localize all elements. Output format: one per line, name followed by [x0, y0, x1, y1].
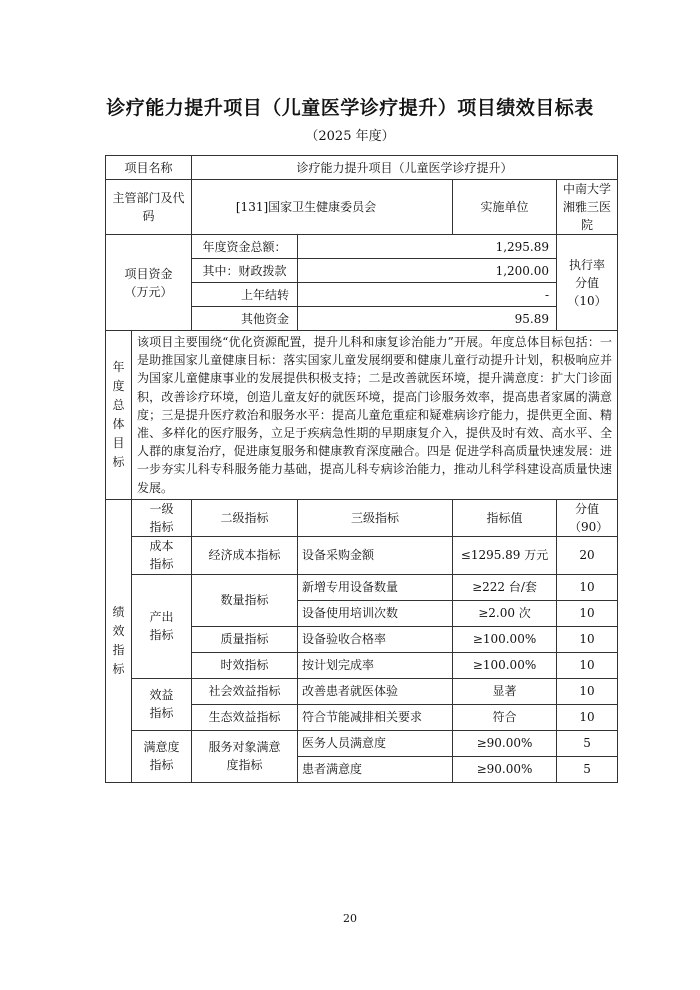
project-name-label: 项目名称 — [106, 156, 192, 180]
social-level2: 社会效益指标 — [192, 678, 298, 704]
qty2-value: ≥2.00 次 — [453, 600, 557, 626]
cost-level3: 设备采购金额 — [298, 536, 453, 574]
exec-rate-label: 执行率分值（10） — [557, 235, 618, 331]
table-row — [106, 180, 618, 235]
funds-fiscal-value: 1,200.00 — [298, 259, 557, 283]
goal-label: 年度总体目标 — [106, 331, 132, 500]
table-row — [106, 499, 618, 536]
time-value: ≥100.00% — [453, 652, 557, 678]
sat2-level3: 患者满意度 — [298, 756, 453, 782]
qty2-level3: 设备使用培训次数 — [298, 600, 453, 626]
dept-value: [131]国家卫生健康委员会 — [192, 180, 453, 235]
funds-label: 项目资金（万元） — [106, 235, 192, 331]
social-score: 10 — [557, 678, 618, 704]
funds-carry-label: 上年结转 — [192, 283, 298, 307]
benefit-level1: 效益指标 — [132, 678, 192, 730]
qty1-value: ≥222 台/套 — [453, 574, 557, 600]
project-name-value: 诊疗能力提升项目（儿童医学诊疗提升） — [192, 156, 618, 180]
sat1-value: ≥90.00% — [453, 730, 557, 756]
time-score: 10 — [557, 652, 618, 678]
satisfaction-level2: 服务对象满意度指标 — [192, 730, 298, 782]
quality-score: 10 — [557, 626, 618, 652]
quantity-level2: 数量指标 — [192, 574, 298, 626]
sat2-value: ≥90.00% — [453, 756, 557, 782]
header-score: 分值（90） — [557, 499, 618, 536]
dept-label: 主管部门及代码 — [106, 180, 192, 235]
time-level2: 时效指标 — [192, 652, 298, 678]
table-row — [106, 156, 618, 180]
unit-value: 中南大学湘雅三医院 — [557, 180, 618, 235]
quality-level3: 设备验收合格率 — [298, 626, 453, 652]
table-row — [106, 574, 618, 600]
cost-score: 20 — [557, 536, 618, 574]
eco-level2: 生态效益指标 — [192, 704, 298, 730]
sat2-score: 5 — [557, 756, 618, 782]
header-level2: 二级指标 — [192, 499, 298, 536]
funds-other-label: 其他资金 — [192, 307, 298, 331]
funds-total-label: 年度资金总额： — [192, 235, 298, 259]
eco-score: 10 — [557, 704, 618, 730]
page-title: 诊疗能力提升项目（儿童医学诊疗提升）项目绩效目标表 — [106, 97, 594, 119]
funds-total-value: 1,295.89 — [298, 235, 557, 259]
cost-level2: 经济成本指标 — [192, 536, 298, 574]
quality-value: ≥100.00% — [453, 626, 557, 652]
funds-fiscal-label: 其中：财政拨款 — [192, 259, 298, 283]
table-row — [106, 235, 618, 259]
qty2-score: 10 — [557, 600, 618, 626]
satisfaction-level1: 满意度指标 — [132, 730, 192, 782]
cost-value: ≤1295.89 万元 — [453, 536, 557, 574]
header-value: 指标值 — [453, 499, 557, 536]
perf-label: 绩效指标 — [106, 499, 132, 782]
table-row — [106, 678, 618, 704]
unit-label: 实施单位 — [453, 180, 557, 235]
funds-carry-value: - — [298, 283, 557, 307]
funds-other-value: 95.89 — [298, 307, 557, 331]
sat1-score: 5 — [557, 730, 618, 756]
eco-value: 符合 — [453, 704, 557, 730]
quality-level2: 质量指标 — [192, 626, 298, 652]
social-value: 显著 — [453, 678, 557, 704]
cost-level1: 成本指标 — [132, 536, 192, 574]
table-row — [106, 730, 618, 756]
eco-level3: 符合节能减排相关要求 — [298, 704, 453, 730]
table-row — [106, 331, 618, 500]
time-level3: 按计划完成率 — [298, 652, 453, 678]
page-subtitle: （2025 年度） — [305, 129, 395, 144]
qty1-score: 10 — [557, 574, 618, 600]
performance-table — [105, 155, 618, 783]
qty1-level3: 新增专用设备数量 — [298, 574, 453, 600]
goal-text: 该项目主要围绕“优化资源配置，提升儿科和康复诊治能力”开展。年度总体目标包括：一是助推国家儿童健康目标：落实国家儿童发展纲要和健康儿童行动提升计划，积极响应并为国家儿童健康事业的发展提供积极支持；二是改善就医环境，提升满意度：扩大门诊面积，改善诊疗环境，创造儿童友好的就医环境，提高门诊服务效率，提高患者家属的满意度；三是提升医疗救治和服务水平：提高儿童危重症和疑难病诊疗能力，提供更全面、精准、多样化的医疗服务，立足于疾病急性期的早期康复介入，提供及时有效、高水平、全人群的康复治疗，促进康复服务和健康教育深度融合。四是 促进学科高质量快速发展：进一步夯实儿科专科服务能力基础，提高儿科专病诊治能力，推动儿科学科建设高质量快速发展。 — [132, 331, 618, 500]
header-level1: 一级指标 — [132, 499, 192, 536]
header-level3: 三级指标 — [298, 499, 453, 536]
output-level1: 产出指标 — [132, 574, 192, 678]
social-level3: 改善患者就医体验 — [298, 678, 453, 704]
page-number: 20 — [343, 912, 357, 925]
sat1-level3: 医务人员满意度 — [298, 730, 453, 756]
table-row — [106, 536, 618, 574]
